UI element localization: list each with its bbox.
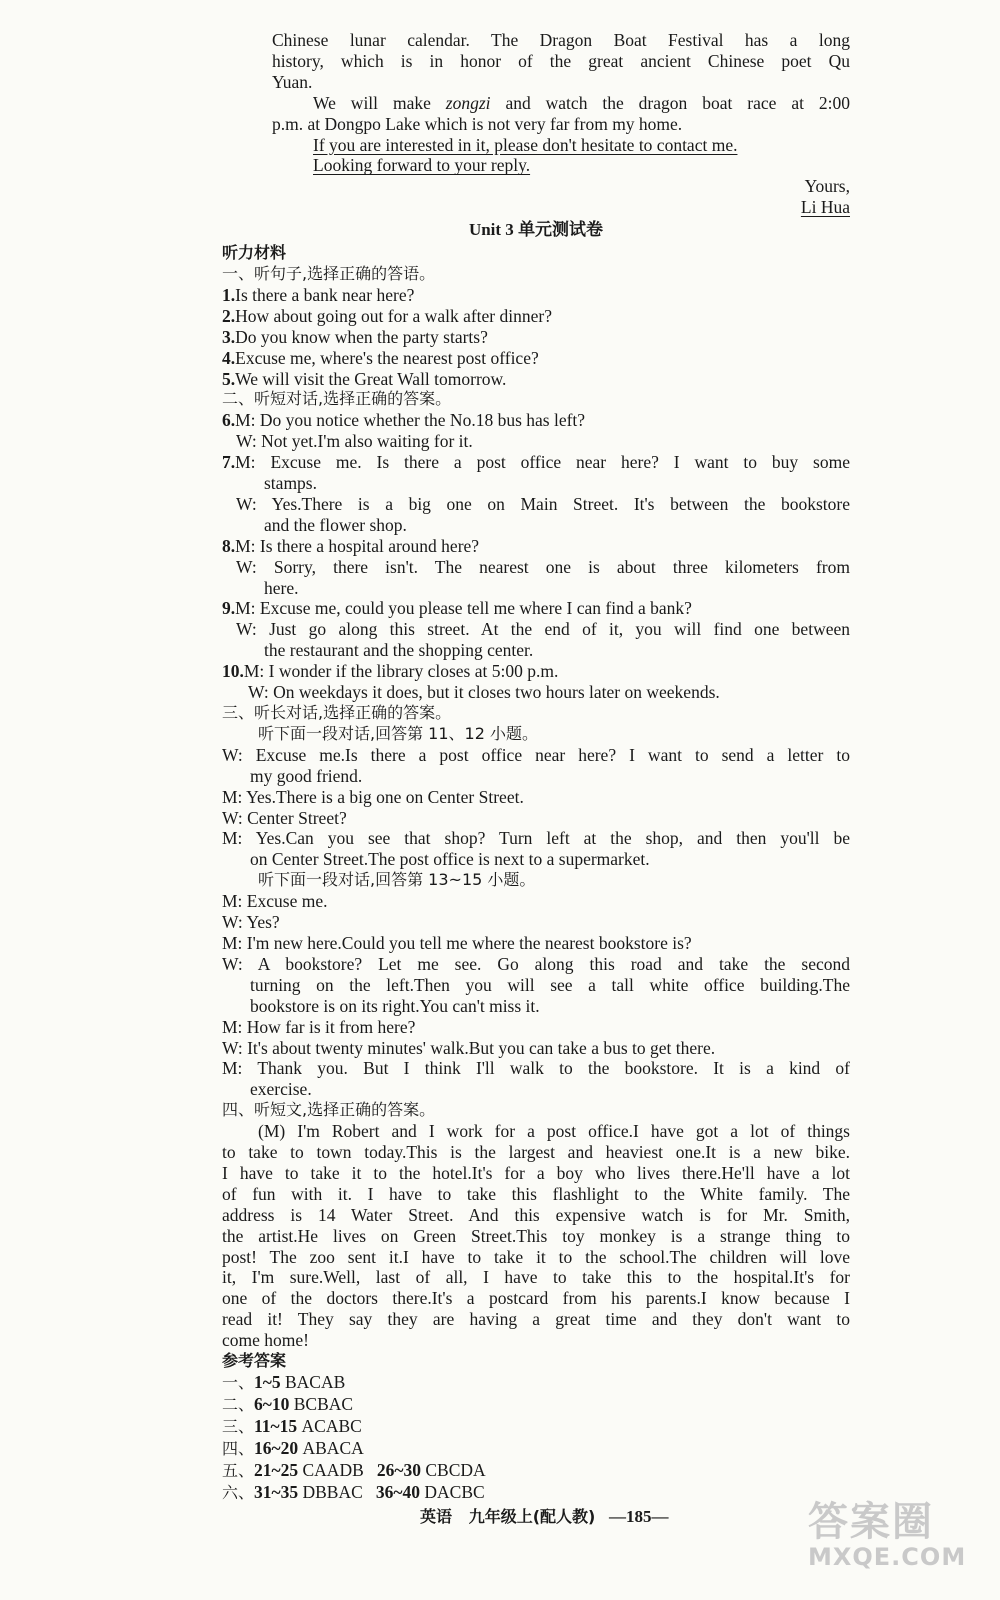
answer-part: 一、 bbox=[222, 1373, 255, 1392]
dialog-line: M: Yes.Can you see that shop? Turn left at the shop, and then you'll be bbox=[222, 828, 850, 849]
answer-row bbox=[222, 1372, 850, 1394]
dialog-line: W: Just go along this street. At the end of it, you will find one between bbox=[236, 619, 850, 640]
sentence-item bbox=[222, 285, 850, 306]
dialog-line bbox=[222, 536, 850, 557]
item-number: 5. bbox=[222, 368, 236, 389]
letter-zongzi-line bbox=[222, 93, 850, 114]
letter-ending bbox=[222, 30, 850, 218]
answer-part: 五、 bbox=[222, 1460, 255, 1480]
listening-header: 听力材料 bbox=[222, 243, 287, 263]
answers-list bbox=[222, 1372, 850, 1503]
passage-line: post! The zoo sent it.I have to take it to the school.The children will love bbox=[222, 1246, 850, 1267]
passage-line: one of the doctors there.It's a postcard from his parents.I know because I bbox=[222, 1288, 850, 1309]
long-dialog-1 bbox=[222, 745, 850, 870]
dialog-line: my good friend. bbox=[250, 765, 363, 786]
dialog-line: and the flower shop. bbox=[264, 514, 407, 535]
passage-line: (M) I'm Robert and I work for a post office.I have got a lot of things bbox=[258, 1121, 850, 1142]
passage bbox=[222, 1121, 850, 1351]
sentence-item bbox=[222, 348, 850, 369]
section-3-title: 三、听长对话,选择正确的答案。 bbox=[222, 703, 452, 722]
dialog-line: on Center Street.The post office is next to a supermarket. bbox=[250, 849, 650, 870]
item-text: M: Is there a hospital around here? bbox=[235, 535, 480, 556]
sentence-item bbox=[222, 369, 850, 390]
item-text: M: I wonder if the library closes at 5:00 p.m. bbox=[243, 661, 559, 682]
dialog-line: W: Center Street? bbox=[222, 807, 347, 828]
dialog-line bbox=[222, 661, 850, 682]
letter-signature bbox=[222, 197, 850, 218]
passage-line: it, I'm sure.Well, last of all, I have to take this to the hospital.It's for bbox=[222, 1267, 850, 1288]
dialog-line: exercise. bbox=[250, 1079, 312, 1100]
zongzi-word: zongzi bbox=[445, 92, 491, 113]
passage-line: address is 14 Water Street. And this expensive watch is for Mr. Smith, bbox=[222, 1204, 850, 1225]
sentence-item bbox=[222, 327, 850, 348]
answer-part: 三、 bbox=[222, 1416, 255, 1436]
dialog-line: M: I'm new here.Could you tell me where the nearest bookstore is? bbox=[222, 932, 692, 953]
unit-title-cn: 单元测试卷 bbox=[518, 220, 604, 241]
dialog-line: W: Yes.There is a big one on Main Street. It's between the bookstore bbox=[236, 493, 850, 514]
letter-line-2: history, which is in honor of the great ancient Chinese poet Qu bbox=[272, 50, 850, 71]
item-number: 2. bbox=[222, 305, 236, 326]
item-text: M: Excuse me. Is there a post office near here? I want to buy some bbox=[235, 452, 850, 473]
item-text: Is there a bank near here? bbox=[235, 284, 415, 305]
long-dialog-2 bbox=[222, 891, 850, 1100]
unit-title-en: Unit 3 bbox=[468, 220, 514, 240]
passage-line: come home! bbox=[222, 1330, 309, 1351]
dialog-line: the restaurant and the shopping center. bbox=[264, 640, 534, 661]
answer-letters: CAADB bbox=[298, 1459, 364, 1480]
passage-line: I have to take it to the hotel.It's for a boy who lives there.He'll have a lot bbox=[222, 1162, 850, 1183]
answer-range: 6~10 bbox=[254, 1393, 290, 1414]
letter-dongpo-line: p.m. at Dongpo Lake which is not very far from my home. bbox=[272, 113, 683, 134]
dialog-line: W: Excuse me.Is there a post office near here? I want to send a letter to bbox=[222, 744, 850, 765]
text: and watch the dragon boat race at 2:00 bbox=[490, 92, 850, 113]
item-text: M: Do you notice whether the No.18 bus has left? bbox=[235, 410, 586, 431]
item-number: 10. bbox=[222, 661, 244, 682]
item-text: Do you know when the party starts? bbox=[235, 326, 488, 347]
dialog-line: W: Sorry, there isn't. The nearest one is about three kilometers from bbox=[236, 556, 850, 577]
footer-grade: 九年级上(配人教) bbox=[468, 1507, 596, 1526]
dialog-line: M: Thank you. But I think I'll walk to the bookstore. It is a kind of bbox=[222, 1058, 850, 1079]
answer-row bbox=[222, 1394, 850, 1416]
long-dialog-1-intro: 听下面一段对话,回答第 11、12 小题。 bbox=[258, 723, 538, 743]
letter-forward-line: Looking forward to your reply. bbox=[313, 155, 531, 176]
item-number: 7. bbox=[222, 452, 236, 473]
letter-line-3: Yuan. bbox=[272, 71, 313, 92]
item-number: 4. bbox=[222, 347, 236, 368]
answer-part: 二、 bbox=[222, 1394, 255, 1414]
watermark-domain: MXQE.COM bbox=[808, 1543, 967, 1571]
answer-letters: BACAB bbox=[280, 1372, 346, 1392]
answers-header: 参考答案 bbox=[222, 1351, 287, 1371]
dialog-line: W: A bookstore? Let me see. Go along this road and take the second bbox=[222, 953, 850, 974]
long-dialog-2-intro: 听下面一段对话,回答第 13~15 小题。 bbox=[258, 870, 536, 890]
answer-range: 26~30 bbox=[376, 1459, 421, 1480]
item-number: 3. bbox=[222, 326, 236, 347]
dialog-line bbox=[222, 410, 850, 431]
dialog-line bbox=[222, 452, 850, 473]
page-footer bbox=[420, 1504, 668, 1527]
answer-letters: ACABC bbox=[297, 1415, 362, 1436]
sentence-item bbox=[222, 306, 850, 327]
passage-line: of fun with it. I have to take this flashlight to the White family. The bbox=[222, 1183, 850, 1204]
watermark-logo-text: 答案圈 bbox=[808, 1499, 934, 1545]
section-2-title: 二、听短对话,选择正确的答案。 bbox=[222, 389, 452, 409]
content bbox=[222, 30, 850, 1503]
dialog-line: here. bbox=[264, 577, 299, 598]
dialog-line: M: Excuse me. bbox=[222, 891, 328, 912]
answer-row bbox=[222, 1438, 850, 1460]
short-dialogs bbox=[222, 410, 850, 703]
answer-row bbox=[222, 1482, 850, 1504]
text: We will make bbox=[313, 92, 446, 113]
item-text: How about going out for a walk after dinner? bbox=[235, 305, 552, 326]
unit-title bbox=[222, 220, 850, 241]
item-number: 6. bbox=[222, 410, 236, 431]
dialog-line bbox=[222, 598, 850, 619]
item-number: 9. bbox=[222, 598, 236, 619]
answer-range: 11~15 bbox=[254, 1415, 298, 1436]
dialog-line: W: It's about twenty minutes' walk.But you can take a bus to get there. bbox=[222, 1037, 716, 1058]
passage-line: to take to town today.This is the largest and heaviest one.It is a new bike. bbox=[222, 1142, 850, 1163]
item-text: Excuse me, where's the nearest post office? bbox=[235, 347, 539, 368]
letter-contact-line: If you are interested in it, please don't hesitate to contact me. bbox=[313, 134, 738, 155]
answer-letters: CBCDA bbox=[421, 1459, 486, 1480]
answer-row bbox=[222, 1416, 850, 1438]
passage-line: read it! They say they are having a great time and they don't want to bbox=[222, 1309, 850, 1330]
dialog-line: W: Yes? bbox=[222, 912, 280, 933]
answer-range: 36~40 bbox=[375, 1481, 421, 1502]
dialog-line: W: Not yet.I'm also waiting for it. bbox=[236, 431, 473, 452]
answer-part: 六、 bbox=[222, 1482, 255, 1502]
item-text: We will visit the Great Wall tomorrow. bbox=[235, 368, 507, 389]
answer-letters: DBBAC bbox=[298, 1481, 363, 1502]
answer-row bbox=[222, 1460, 850, 1482]
answer-part: 四、 bbox=[222, 1438, 255, 1458]
footer-subject: 英语 bbox=[420, 1507, 453, 1526]
item-number: 1. bbox=[222, 284, 236, 305]
dialog-line: M: How far is it from here? bbox=[222, 1016, 416, 1037]
item-number: 8. bbox=[222, 535, 236, 556]
dialog-line: stamps. bbox=[264, 473, 317, 494]
letter-line-1: Chinese lunar calendar. The Dragon Boat Festival has a long bbox=[272, 30, 850, 50]
answer-range: 1~5 bbox=[254, 1372, 281, 1392]
signature-text: Li Hua bbox=[800, 197, 850, 218]
dialog-line: M: Yes.There is a big one on Center Street. bbox=[222, 786, 524, 807]
sentences-list bbox=[222, 285, 850, 390]
item-text: M: Excuse me, could you please tell me where I can find a bank? bbox=[235, 598, 692, 619]
page-number: —185— bbox=[608, 1507, 669, 1526]
dialog-line: turning on the left.Then you will see a tall white office building.The bbox=[250, 974, 850, 995]
dialog-line: W: On weekdays it does, but it closes two hours later on weekends. bbox=[248, 682, 720, 703]
passage-line: the artist.He lives on Green Street.This toy monkey is a strange thing to bbox=[222, 1225, 850, 1246]
section-4-title: 四、听短文,选择正确的答案。 bbox=[222, 1100, 436, 1120]
watermark bbox=[808, 1490, 978, 1590]
section-1-title: 一、听句子,选择正确的答语。 bbox=[222, 263, 436, 283]
answer-letters: DACBC bbox=[420, 1481, 485, 1502]
dialog-line: bookstore is on its right.You can't miss it. bbox=[250, 995, 540, 1016]
answer-range: 21~25 bbox=[254, 1459, 299, 1480]
answer-letters: BCBAC bbox=[289, 1393, 354, 1414]
letter-closing: Yours, bbox=[804, 176, 850, 197]
answer-range: 31~35 bbox=[254, 1481, 299, 1502]
answer-letters: ABACA bbox=[298, 1437, 364, 1458]
answer-range: 16~20 bbox=[254, 1437, 299, 1458]
